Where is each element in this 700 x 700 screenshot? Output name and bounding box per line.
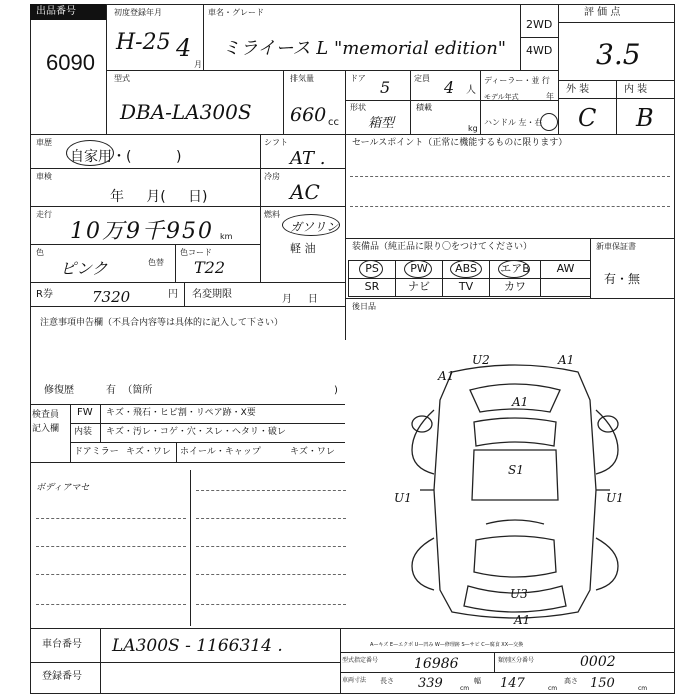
sales-line (350, 206, 670, 207)
exterior-value: C (578, 104, 597, 132)
color-code-label: 色コード (180, 248, 212, 257)
score-label: 評 価 点 (584, 7, 621, 18)
equipment-label: 装備品（純正品に限り〇をつけてください） (352, 242, 533, 252)
class-value: 16986 (414, 656, 459, 672)
inspection-label: 車検 (36, 172, 52, 181)
equipment-tv: TV (442, 278, 490, 297)
chassis-value: LA300S - 1166314 . (112, 636, 283, 656)
divider (260, 134, 261, 282)
color-code-value: T22 (194, 258, 226, 277)
lot-label: 出品番号 (36, 6, 76, 17)
divider (410, 100, 411, 134)
equipment-ps-circle (359, 260, 383, 278)
divider (106, 70, 558, 71)
wheel-label: ホイール・キャップ (180, 447, 261, 457)
capacity-value: 4 (444, 78, 455, 97)
fuel-label: 燃料 (264, 210, 280, 219)
equipment-sr: SR (348, 278, 396, 297)
recycle-unit: 円 (168, 289, 178, 300)
divider (184, 282, 185, 306)
diagram-mark-u1-left: U1 (394, 491, 412, 505)
handwritten-note: ボディアマセ (36, 483, 90, 493)
handle-label: ハンドル 左・右 (484, 118, 543, 127)
divider (283, 70, 284, 134)
note-line (36, 546, 186, 547)
divider (30, 662, 340, 663)
repair-value: 有 （箇所 (106, 385, 153, 396)
handle-right-circle (540, 113, 558, 131)
load-unit: kg (468, 124, 478, 133)
car-damage-diagram (390, 350, 640, 630)
interior-row-label: 内装 (74, 427, 93, 437)
divider (30, 462, 345, 463)
note-line (196, 574, 346, 575)
diagram-mark-u2: U2 (472, 353, 490, 367)
note-line (196, 546, 346, 547)
dealer-label: ディーラー・並 行 (484, 76, 550, 85)
post-label: 後日品 (352, 302, 376, 311)
name-change-label: 名変期限 (192, 289, 232, 300)
note-line (36, 574, 186, 575)
recycle-value: 7320 (92, 288, 131, 306)
interior-row-text: キズ・汚レ・コゲ・穴・スレ・ヘタリ・破レ (106, 427, 286, 437)
height-unit: cm (638, 685, 648, 692)
model-value: DBA-LA300S (120, 100, 252, 124)
divider (175, 244, 176, 282)
sales-points-label: セールスポイント（正常に機能するものに限ります） (352, 138, 568, 148)
equipment-empty (540, 278, 591, 297)
drive-4wd: 4WD (526, 44, 553, 57)
note-line (36, 604, 186, 605)
ac-value: AC (290, 180, 320, 204)
fw-label: FW (77, 407, 93, 418)
divider (480, 70, 481, 134)
load-label: 積載 (416, 103, 432, 112)
damage-legend: A—キズ E—エクボ U—凹み W—修理跡 S—サビ C—腐食 XX—交換 (370, 642, 524, 648)
diagram-mark-a1-top: A1 (558, 353, 575, 367)
inspector-label-2: 記入欄 (32, 424, 60, 434)
repair-close: ) (334, 385, 338, 396)
notes-label: 注意事項申告欄（不具合内容等は具体的に記入して下さい） (40, 318, 284, 328)
color-label: 色 (36, 248, 44, 257)
divider (70, 442, 345, 443)
first-reg-era: H-25 (116, 30, 171, 55)
divider (30, 282, 345, 283)
divider (345, 70, 346, 134)
divider (345, 298, 675, 299)
divider (106, 4, 107, 134)
height-value: 150 (590, 676, 615, 691)
divider (190, 470, 191, 626)
mirror-text: キズ・ワレ (126, 447, 171, 457)
interior-value: B (636, 104, 654, 132)
length-value: 339 (418, 676, 443, 691)
length-unit: cm (460, 685, 470, 692)
divider (30, 306, 345, 307)
divider (70, 404, 71, 462)
divider (558, 98, 675, 99)
model-label: 型式 (114, 74, 130, 83)
divider (494, 652, 495, 672)
mileage-unit: km (220, 232, 233, 241)
recycle-label: R券 (36, 289, 53, 300)
fuel-value: ガソリン (290, 220, 339, 234)
exterior-label: 外 装 (566, 84, 590, 95)
month-suffix: 月 (194, 60, 202, 69)
note-line (196, 518, 346, 519)
diagram-mark-u3-rear: U3 (510, 587, 528, 601)
equipment-pw: PW (395, 260, 443, 279)
color-value: ピンク (60, 259, 108, 278)
mileage-label: 走行 (36, 210, 52, 219)
divider (100, 628, 101, 694)
width-label: 幅 (474, 677, 481, 685)
score-value: 3.5 (596, 38, 641, 71)
door-value: 5 (380, 78, 391, 97)
first-reg-label: 初度登録年月 (114, 8, 162, 17)
divider (558, 22, 675, 23)
model-year-label: モデル年式 (484, 93, 519, 101)
equipment-airbag-circle (498, 260, 530, 278)
divider (30, 168, 345, 169)
equipment-airbag: エアB (489, 260, 541, 279)
divider (616, 80, 617, 134)
fuel-circle (282, 214, 340, 236)
capacity-label: 定員 (414, 74, 430, 83)
equipment-navi: ナビ (395, 278, 443, 297)
repair-label: 修復歴 (44, 385, 74, 396)
diagram-mark-a1-left: A1 (438, 369, 455, 383)
interior-label: 内 装 (624, 84, 648, 95)
note-line (196, 604, 346, 605)
shape-value: 箱型 (368, 116, 395, 131)
mirror-label: ドアミラー (74, 447, 119, 457)
divider (340, 672, 675, 673)
divider (345, 134, 346, 340)
equipment-leather: カワ (489, 278, 541, 297)
history-value: 自家用・( ) (70, 149, 182, 165)
registration-label: 登録番号 (42, 671, 82, 682)
divider (558, 80, 675, 81)
name-grade-value: ミライース L "memorial edition" (222, 38, 507, 59)
divider (30, 404, 345, 405)
divider (340, 652, 675, 653)
first-reg-month: 4 (176, 34, 192, 62)
divider (345, 238, 675, 239)
name-grade-label: 車名・グレード (208, 8, 264, 17)
note-line (36, 518, 186, 519)
divider (30, 244, 260, 245)
length-label: 長さ (380, 677, 394, 685)
divider (30, 628, 675, 629)
door-label: ドア (350, 74, 366, 83)
equipment-abs: ABS (442, 260, 490, 279)
height-label: 高さ (564, 677, 578, 685)
width-unit: cm (548, 685, 558, 692)
divider (203, 4, 204, 70)
name-change-value: 月 日 (282, 294, 318, 305)
divider (340, 628, 341, 694)
divider (345, 100, 558, 101)
shift-value: AT . (290, 148, 326, 169)
mileage-value: 10万9千950 (70, 219, 214, 244)
category-label: 類別区分番号 (498, 657, 535, 664)
fuel-alt: 軽 油 (290, 242, 316, 255)
displacement-unit: cc (328, 117, 339, 128)
capacity-unit: 人 (466, 85, 476, 96)
divider (176, 442, 177, 462)
ac-label: 冷房 (264, 172, 280, 181)
displacement-label: 排気量 (290, 74, 314, 83)
diagram-mark-a1-bottom: A1 (514, 613, 531, 627)
category-value: 0002 (580, 654, 616, 670)
equipment-ps: PS (348, 260, 396, 279)
divider (30, 134, 675, 135)
width-value: 147 (500, 676, 525, 691)
note-line (196, 490, 346, 491)
displacement-value: 660 (290, 104, 327, 126)
divider (30, 206, 345, 207)
new-warranty-label: 新車保証書 (596, 242, 636, 251)
wheel-text: キズ・ワレ (290, 447, 335, 457)
chassis-label: 車台番号 (42, 639, 82, 650)
diagram-mark-s1-roof: S1 (508, 463, 524, 477)
equipment-aw: AW (540, 260, 591, 279)
warranty-options: 有・無 (604, 272, 641, 286)
class-label: 型式指定番号 (342, 657, 379, 664)
inspector-label-1: 検査員 (32, 410, 60, 420)
history-circle (66, 140, 114, 166)
sales-line (350, 176, 670, 177)
equipment-abs-circle (450, 260, 482, 278)
fw-text: キズ・飛石・ヒビ割・リペア跡・X要 (106, 408, 256, 418)
size-label: 車両寸法 (342, 677, 367, 684)
divider (410, 70, 411, 100)
divider (558, 4, 559, 134)
inspection-value: 年 月( 日) (110, 189, 208, 205)
lot-number: 6090 (46, 50, 95, 75)
shift-label: シフト (264, 138, 288, 147)
equipment-pw-circle (404, 260, 432, 278)
year-suffix: 年 (546, 92, 554, 101)
diagram-mark-a1-hood: A1 (512, 395, 529, 409)
history-label: 車歴 (36, 138, 52, 147)
divider (520, 37, 558, 38)
divider (70, 423, 345, 424)
drive-2wd: 2WD (526, 18, 553, 31)
color-change-label: 色替 (148, 258, 164, 267)
diagram-mark-u1-right: U1 (606, 491, 624, 505)
shape-label: 形状 (350, 103, 366, 112)
